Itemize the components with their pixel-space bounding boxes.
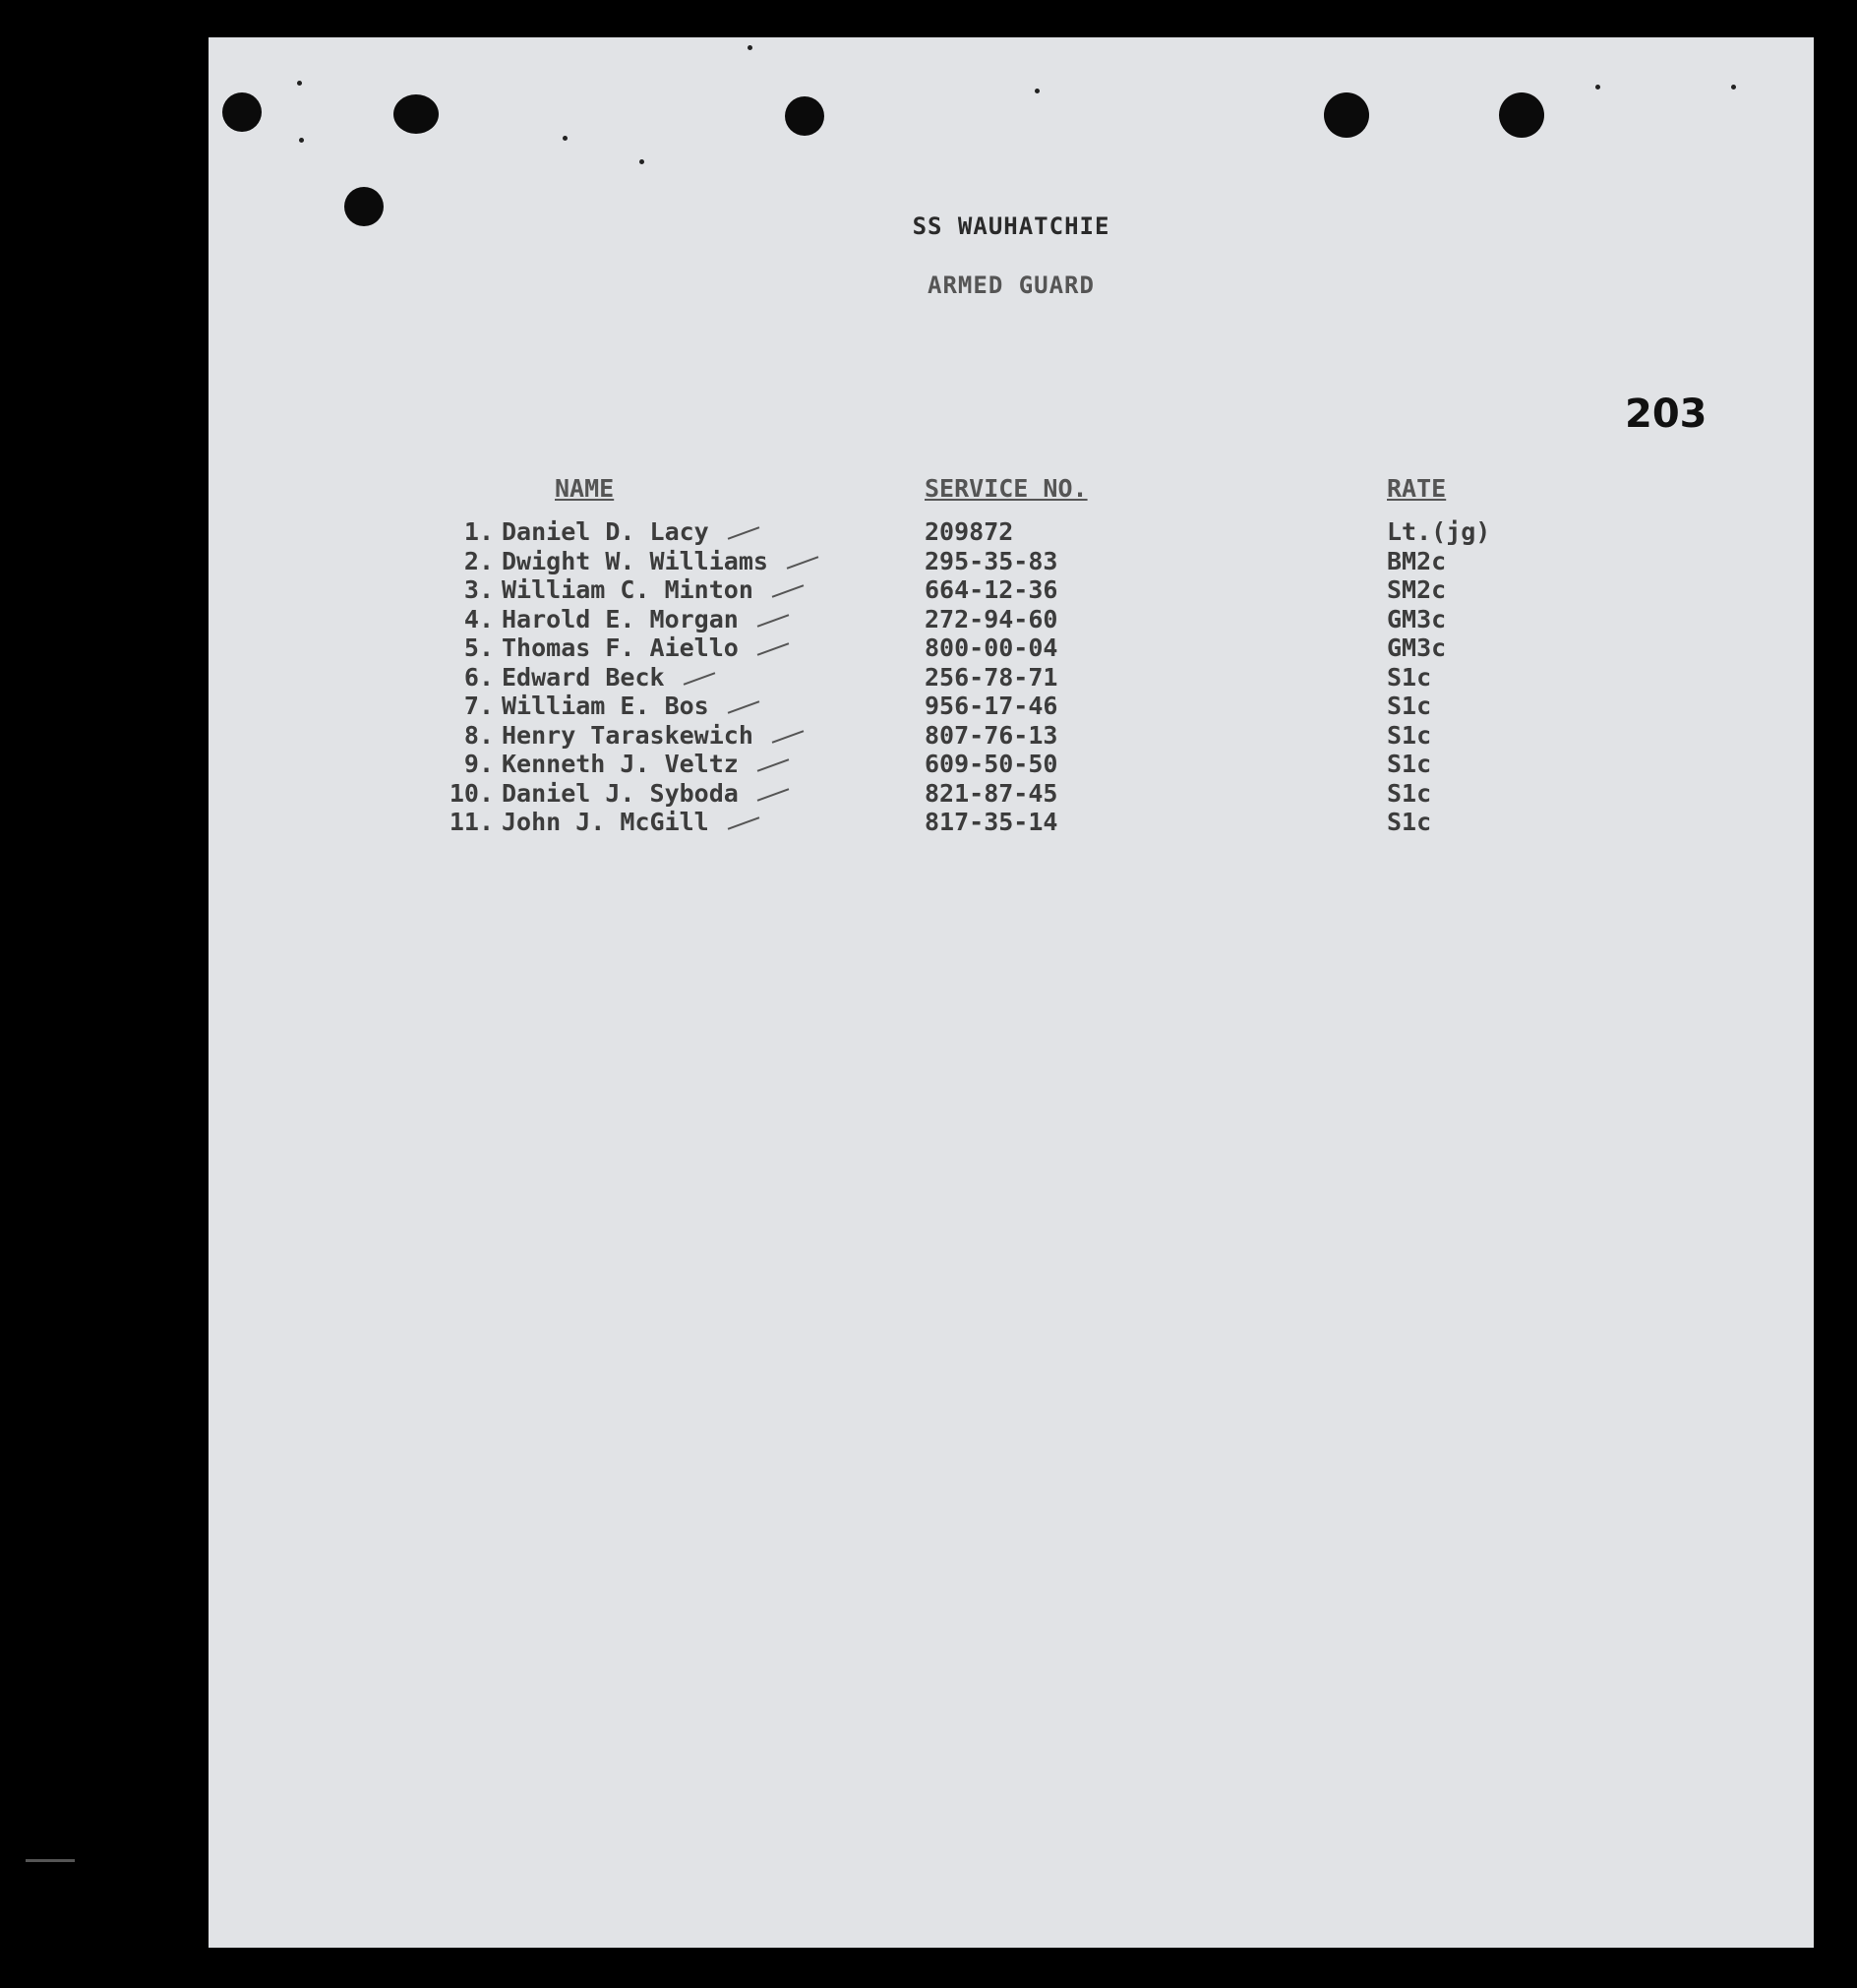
rate-cell: Lt.(jg)	[1387, 517, 1491, 546]
service-no-cell: 209872	[925, 517, 1014, 546]
checkmark-icon	[727, 700, 759, 714]
rate-cell: S1c	[1387, 662, 1432, 692]
scan-edge-mark	[26, 1859, 75, 1862]
rate-cell: GM3c	[1387, 633, 1447, 662]
rate-cell: GM3c	[1387, 604, 1447, 633]
punch-hole	[1499, 92, 1544, 138]
table-row: 11. John J. McGill	[445, 808, 819, 837]
checkmark-icon	[727, 526, 759, 540]
service-no-cell: 609-50-50	[925, 750, 1058, 778]
service-no-cell: 821-87-45	[925, 778, 1058, 808]
crew-name: Henry Taraskewich	[502, 720, 753, 750]
checkmark-icon	[683, 672, 715, 686]
table-row: 10. Daniel J. Syboda	[445, 779, 819, 809]
document-page	[209, 37, 1814, 1948]
rate-cell: BM2c	[1387, 546, 1447, 575]
checkmark-icon	[772, 730, 805, 744]
rate-cell: S1c	[1387, 720, 1432, 750]
rate-column	[1387, 517, 1490, 837]
service-no-cell: 295-35-83	[925, 546, 1058, 575]
unit-subtitle: ARMED GUARD	[928, 271, 1095, 299]
checkmark-icon	[757, 614, 790, 628]
ship-title: SS WAUHATCHIE	[912, 212, 1110, 240]
rate-cell: S1c	[1387, 692, 1432, 720]
punch-hole	[785, 96, 824, 136]
service-no-cell: 272-94-60	[925, 604, 1058, 633]
table-row: 8. Henry Taraskewich	[445, 721, 819, 751]
table-row: 9. Kenneth J. Veltz	[445, 750, 819, 779]
checkmark-icon	[727, 816, 759, 830]
header-name: NAME	[555, 474, 615, 503]
service-no-cell: 664-12-36	[925, 575, 1058, 604]
crew-name: Daniel J. Syboda	[502, 778, 739, 808]
punch-hole	[1324, 92, 1369, 138]
ink-speck	[748, 45, 752, 50]
punch-hole	[393, 94, 439, 134]
table-row: 2. Dwight W. Williams	[445, 547, 819, 576]
table-row: 5. Thomas F. Aiello	[445, 633, 819, 663]
table-row: 4. Harold E. Morgan	[445, 605, 819, 634]
ink-speck	[1731, 85, 1736, 90]
ink-speck	[563, 136, 568, 141]
name-column	[445, 517, 819, 837]
crew-name: Harold E. Morgan	[502, 604, 739, 633]
rate-cell: SM2c	[1387, 575, 1447, 604]
table-row: 3. William C. Minton	[445, 575, 819, 605]
crew-name: Kenneth J. Veltz	[502, 750, 739, 778]
service-no-cell: 956-17-46	[925, 692, 1058, 720]
crew-name: Thomas F. Aiello	[502, 633, 739, 662]
rate-cell: S1c	[1387, 750, 1432, 778]
table-row: 6. Edward Beck	[445, 663, 819, 693]
checkmark-icon	[757, 758, 790, 772]
ink-speck	[1595, 85, 1600, 90]
crew-name: Daniel D. Lacy	[502, 517, 709, 546]
crew-name: Edward Beck	[502, 662, 665, 692]
ink-speck	[639, 159, 644, 164]
crew-name: William E. Bos	[502, 692, 709, 720]
crew-name: John J. McGill	[502, 808, 709, 836]
checkmark-icon	[757, 642, 790, 656]
service-no-cell: 256-78-71	[925, 662, 1058, 692]
ink-speck	[1035, 89, 1040, 93]
checkmark-icon	[772, 584, 805, 598]
header-service-no: SERVICE NO.	[925, 474, 1088, 503]
service-no-cell: 800-00-04	[925, 633, 1058, 662]
service-no-column	[925, 517, 1057, 837]
ink-speck	[297, 81, 302, 86]
service-no-cell: 817-35-14	[925, 808, 1058, 836]
rate-cell: S1c	[1387, 808, 1432, 836]
table-row: 7. William E. Bos	[445, 692, 819, 721]
table-row: 1. Daniel D. Lacy	[445, 517, 819, 547]
checkmark-icon	[787, 556, 819, 570]
punch-hole	[222, 92, 262, 132]
checkmark-icon	[757, 788, 790, 802]
header-rate: RATE	[1387, 474, 1447, 503]
service-no-cell: 807-76-13	[925, 720, 1058, 750]
rate-cell: S1c	[1387, 778, 1432, 808]
crew-name: William C. Minton	[502, 575, 753, 604]
ink-speck	[299, 138, 304, 143]
crew-name: Dwight W. Williams	[502, 546, 768, 575]
page-number: 203	[1625, 392, 1707, 437]
